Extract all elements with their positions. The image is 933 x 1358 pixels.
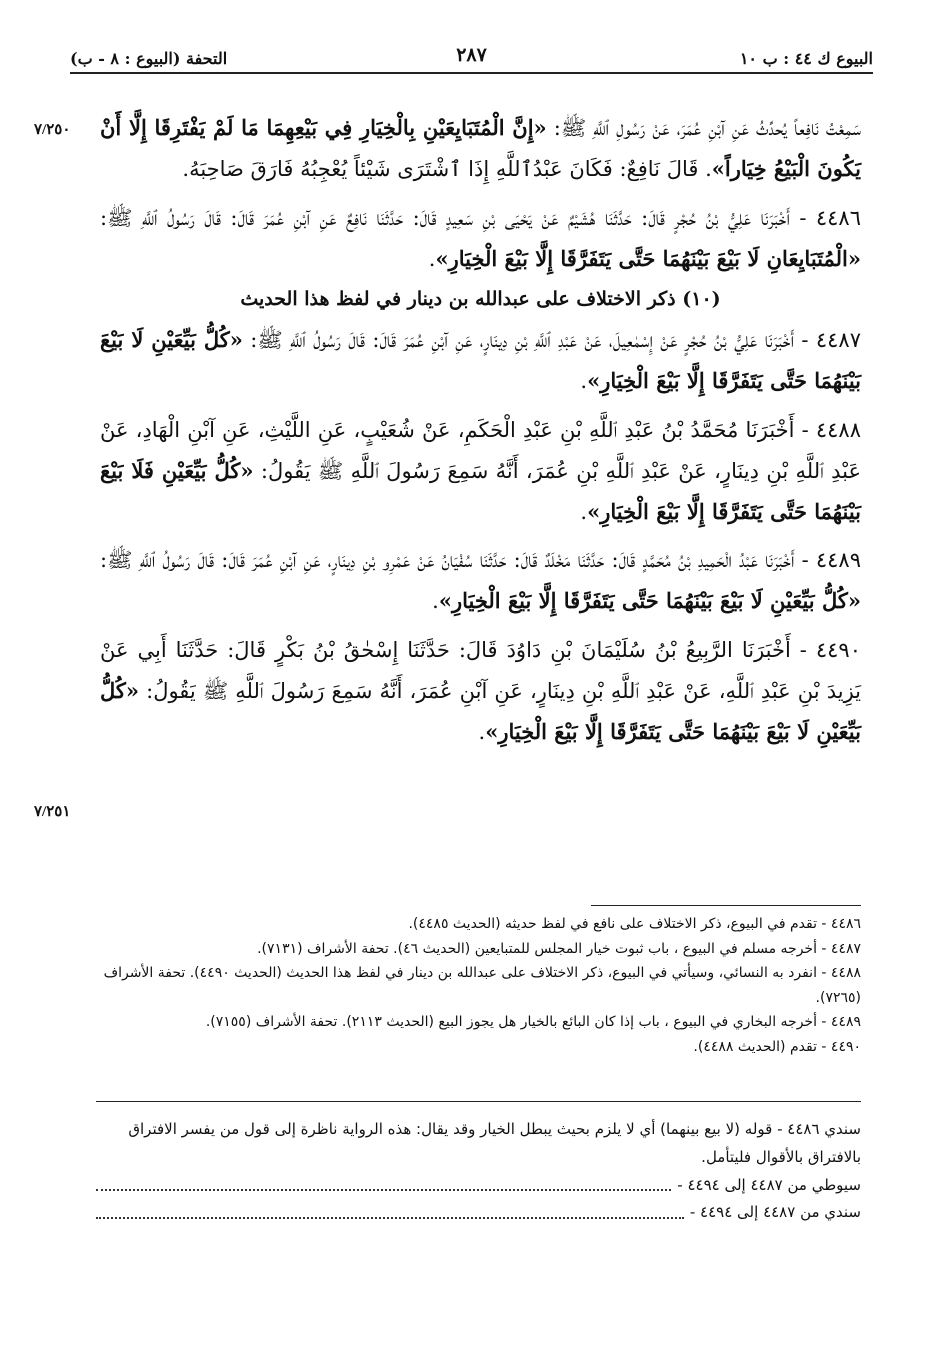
margin-reference: ٧/٢٥١ [34,804,71,820]
hadith-matn: «كُلُّ بَيِّعَيْنِ لَا بَيْعَ بَيْنَهُمَا حَتَّى يَتَفَرَّقَا إِلَّا بَيْعَ الْخِيَارِ» [438,588,861,614]
footnote: ٤٤٨٦ - تقدم في البيوع، ذكر الاختلاف على نافع في لفظ حديثه (الحديث ٤٤٨٥). [408,916,861,932]
dotted-leader [96,1179,671,1191]
hadith-paragraph [100,410,861,533]
running-header [70,40,873,74]
footnote: ٤٤٨٨ - انفرد به النسائي، وسيأتي في البيوع، ذكر الاختلاف على عبدالله بن دينار في لفظ هذا الحديث (الحديث ٤٤٩٠). تحفة الأشراف (٧٢٦٥). [103,965,861,1006]
hadith-tail: . [580,368,588,393]
hadith-tail: . [428,246,436,271]
hadith-paragraph [100,198,861,280]
commentary [96,1116,861,1227]
hadith-chain: ٤٤٩٠ - أَخْبَرَنَا الرَّبِيعُ بْنُ سُلَيْمَانَ بْنِ دَاوُدَ قَالَ: حَدَّثَنَا إِسْحٰقُ بْنُ بَكْرٍ قَالَ: حَدَّثَنَا أَبِي عَنْ يَزِيدَ بْنِ عَبْدِ ٱللَّهِ، عَنْ عَبْدِ ٱللَّهِ بْنِ دِينَارٍ، عَنِ آبْنِ عُمَرَ، أَنَّهُ سَمِعَ رَسُولَ ٱللَّهِ ﷺ يَقُولُ: [100,638,861,704]
hadith-matn: «إِنَّ الْمُتَبَايِعَيْنِ بِالْخِيَارِ فِي بَيْعِهِمَا مَا لَمْ يَفْتَرِقَا إِلَّا أَنْ يَكُونَ الْبَيْعُ خِيَاراً» [100,115,861,181]
hadith-matn: «كُلُّ بَيِّعَيْنِ فَلَا بَيْعَ بَيْنَهُمَا حَتَّى يَتَفَرَّقَا إِلَّا بَيْعَ الْخِيَارِ» [100,457,861,524]
hadith-paragraph [100,630,861,753]
header-chapter: البيوع ك ٤٤ : ب ١٠ [739,49,873,68]
hadith-chain: ٤٤٨٦ - أَخْبَرَنَا عَلِيُّ بْنُ حُجْرٍ قَالَ: حَدَّثَنَا هُشَيْمٌ عَنْ يَحْيَى بْنِ سَعِيدٍ قَالَ: حَدَّثَنَا نَافِعٌ عَنِ آبْنِ عُمَرَ قَالَ: قَالَ رَسُولُ ٱللَّهِ ﷺ: [100,205,861,230]
main-text [100,108,861,761]
hadith-tail: . [580,499,588,524]
commentary-separator [96,1101,861,1102]
page-number: ٢٨٧ [456,44,487,66]
hadith-paragraph [100,540,861,622]
header-tuhfa-ref: التحفة (البيوع : ٨ - ب) [70,49,228,68]
hadith-chain: ٤٤٨٨ - أَخْبَرَنَا مُحَمَّدُ بْنُ عَبْدِ ٱللَّهِ بْنِ عَبْدِ الْحَكَمِ، عَنْ شُعَيْبٍ، عَنِ اللَّيْثِ، عَنِ آبْنِ الْهَادِ، عَنْ عَبْدِ ٱللَّهِ بْنِ دِينَارٍ، عَنْ عَبْدِ ٱللَّهِ بْنِ عُمَرَ، أَنَّهُ سَمِعَ رَسُولَ ٱللَّهِ ﷺ يَقُولُ: [100,417,861,483]
dotted-leader [96,1207,684,1219]
hadith-chain: ٤٤٨٧ - أَخْبَرَنَا عَلِيُّ بْنُ حُجْرٍ عَنْ إِسْمٰعِيلَ، عَنْ عَبْدِ ٱللَّهِ بْنِ دِينَارٍ، عَنِ آبْنِ عُمَرَ قَالَ: قَالَ رَسُولُ ٱللَّهِ ﷺ: [242,327,861,352]
commentary-line [96,1172,861,1200]
footnotes [96,912,861,1059]
hadith-tail: . [478,720,486,745]
footnote-rule [591,905,861,906]
margin-reference: ٧/٢٥٠ [34,122,71,138]
footnote: ٤٤٨٩ - أخرجه البخاري في البيوع ، باب إذا كان البائع بالخيار هل يجوز البيع (الحديث ٢١١٣). تحفة الأشراف (٧١٥٥). [205,1014,861,1030]
hadith-chain: سَمِعْتُ نَافِعاً يُحدِّثُ عَنِ آبْنِ عُمَرَ، عَنْ رَسُولِ ٱللَّهِ ﷺ: [546,116,861,140]
hadith-paragraph [100,108,861,190]
hadith-chain: ٤٤٨٩ - أَخْبَرَنَا عَبْدُ الْحَمِيدِ بْنُ مُحَمَّدٍ قَالَ: حَدَّثَنَا مَخْلَدٌ قَالَ: حَدَّثَنَا سُفْيَانُ عَنْ عَمْرِو بْنِ دِينَارٍ، عَنِ آبْنِ عُمَرَ قَالَ: قَالَ رَسُولُ ٱللَّهِ ﷺ: [100,548,861,573]
footnote: ٤٤٩٠ - تقدم (الحديث ٤٤٨٨). [693,1038,861,1055]
hadith-matn: «كُلُّ بَيِّعَيْنِ لَا بَيْعَ بَيْنَهُمَا حَتَّى يَتَفَرَّقَا إِلَّا بَيْعَ الْخِيَارِ» [100,678,861,745]
hadith-matn: «كُلُّ بَيِّعَيْنِ لَا بَيْعَ بَيْنَهُمَا حَتَّى يَتَفَرَّقَا إِلَّا بَيْعَ الْخِيَارِ» [100,326,861,393]
hadith-matn: «الْمُتَبَايِعَانِ لَا بَيْعَ بَيْنَهُمَا حَتَّى يَتَفَرَّقَا إِلَّا بَيْعَ الْخِيَارِ» [435,245,861,271]
hadith-tail: . [432,589,439,614]
commentary-line [96,1199,861,1227]
commentary-note: سندي ٤٤٨٦ - قوله (لا بيع بينهما) أي لا يلزم بحيث يبطل الخيار وقد يقال: هذه الرواية ناظرة إلى قول من يفسر الافتراق بالافتراق بالأقوال فليتأمل. [128,1120,861,1166]
commentary-line-label: سندي من ٤٤٨٧ إلى ٤٤٩٤ - [689,1203,861,1222]
hadith-tail: . قَالَ نَافِعٌ: فَكَانَ عَبْدُٱللَّهِ إِذَا ٱشْتَرَى شَيْئاً يُعْجِبُهُ فَارَقَ صَاحِبَهُ. [182,156,712,181]
section-title: (١٠) ذكر الاختلاف على عبدالله بن دينار في لفظ هذا الحديث [240,287,721,310]
hadith-paragraph [100,320,861,402]
footnote: ٤٤٨٧ - أخرجه مسلم في البيوع ، باب ثبوت خيار المجلس للمتبايعين (الحديث ٤٦). تحفة الأشراف (٧١٣١). [257,940,861,957]
commentary-line-label: سيوطي من ٤٤٨٧ إلى ٤٤٩٤ - [677,1175,861,1194]
